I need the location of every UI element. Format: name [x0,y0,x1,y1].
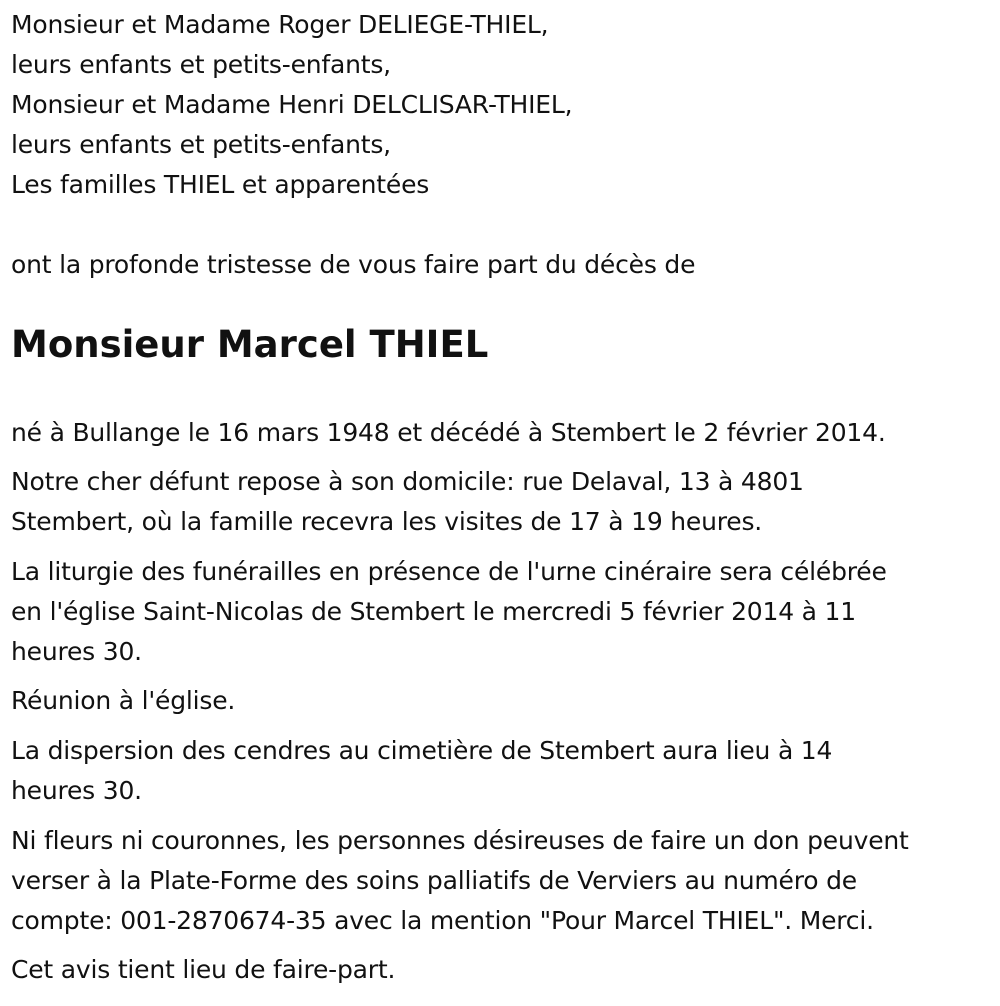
liturgy-line-1: La liturgie des funérailles en présence de l'urne cinéraire sera célébrée [11,557,887,586]
flowers-line-3: compte: 001-2870674-35 avec la mention "Pour Marcel THIEL". Merci. [11,906,874,935]
rest-line-2: Stembert, où la famille recevra les visites de 17 à 19 heures. [11,507,763,536]
liturgy-line-3: heures 30. [11,637,142,666]
dispersion-line-1: La dispersion des cendres au cimetière de Stembert aura lieu à 14 [11,736,833,765]
family-line-2: leurs enfants et petits-enfants, [11,50,391,79]
liturgy-line-2: en l'église Saint-Nicolas de Stembert le mercredi 5 février 2014 à 11 [11,597,856,626]
deceased-name: Monsieur Marcel THIEL [11,323,489,366]
flowers-line-1: Ni fleurs ni couronnes, les personnes désireuses de faire un don peuvent [11,826,909,855]
birth-death-line: né à Bullange le 16 mars 1948 et décédé à Stembert le 2 février 2014. [11,418,886,447]
flowers-line-2: verser à la Plate-Forme des soins palliatifs de Verviers au numéro de [11,866,857,895]
meeting-line: Réunion à l'église. [11,686,236,715]
family-line-1: Monsieur et Madame Roger DELIEGE-THIEL, [11,10,549,39]
announcement-text: ont la profonde tristesse de vous faire part du décès de [11,250,696,279]
closing-line: Cet avis tient lieu de faire-part. [11,955,396,984]
dispersion-line-2: heures 30. [11,776,142,805]
family-line-3: Monsieur et Madame Henri DELCLISAR-THIEL, [11,90,573,119]
rest-line-1: Notre cher défunt repose à son domicile: rue Delaval, 13 à 4801 [11,467,804,496]
family-line-5: Les familles THIEL et apparentées [11,170,430,199]
family-line-4: leurs enfants et petits-enfants, [11,130,391,159]
